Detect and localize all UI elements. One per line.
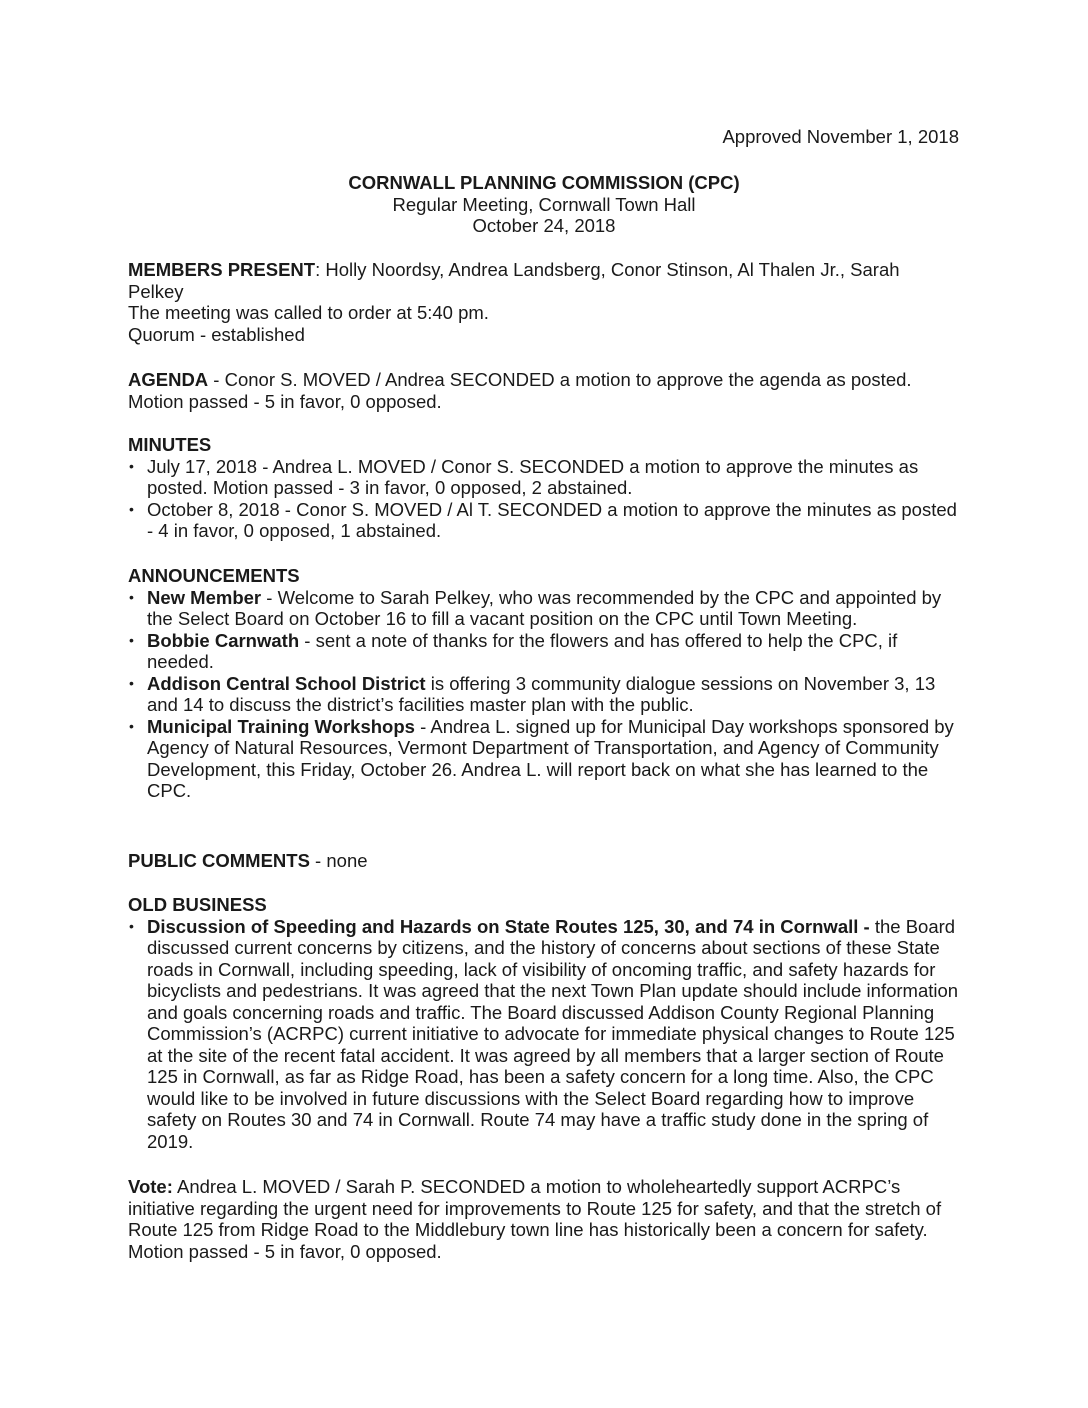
announcement-label: New Member	[147, 586, 262, 608]
old-business-item-label: Discussion of Speeding and Hazards on State Routes 125, 30, and 74 in Cornwall -	[147, 915, 870, 937]
meeting-date: October 24, 2018	[472, 215, 616, 236]
members-names: : Holly Noordsy, Andrea Landsberg, Conor Stinson, Al Thalen Jr., Sarah Pelkey	[128, 259, 900, 302]
meeting-subtitle: Regular Meeting, Cornwall Town Hall	[392, 193, 696, 215]
public-comments-label: PUBLIC COMMENTS	[128, 850, 310, 871]
members-present	[128, 259, 960, 302]
vote-section	[128, 1176, 960, 1262]
public-comments-section	[128, 850, 960, 872]
announcement-text: - Andrea L. signed up for Municipal Day workshops sponsored by Agency of Natural Resources, Vermont Department of Transportation, and Agency of Community Development, this Friday, October 26. Andrea L. will report back on what she has learned to the CPC.	[147, 715, 954, 801]
vote-text: Andrea L. MOVED / Sarah P. SECONDED a motion to wholeheartedly support ACRPC’s initiative regarding the urgent need for improvements to Route 125 for safety, and that the stretch of Route 125 from Ridge Road to the Middlebury town line has historically been a concern for safety. Motion passed - 5 in favor, 0 opposed.	[128, 1176, 942, 1262]
list-item	[128, 630, 960, 673]
agenda-paragraph	[128, 369, 960, 412]
vote-paragraph	[128, 1176, 960, 1262]
announcement-text: - sent a note of thanks for the flowers and has offered to help the CPC, if needed.	[147, 629, 898, 672]
public-comments-text: - none	[309, 850, 368, 871]
agenda-text: - Conor S. MOVED / Andrea SECONDED a motion to approve the agenda as posted. Motion passed - 5 in favor, 0 opposed.	[128, 369, 912, 412]
old-business-list	[128, 916, 960, 1153]
list-item	[128, 716, 960, 802]
document-title: CORNWALL PLANNING COMMISSION (CPC)	[348, 172, 740, 193]
approval-date: Approved November 1, 2018	[722, 126, 959, 147]
public-comments	[128, 850, 960, 872]
quorum: Quorum - established	[128, 323, 305, 345]
announcement-text: - Welcome to Sarah Pelkey, who was recommended by the CPC and appointed by the Select Board on October 16 to fill a vacant position on the CPC until Town Meeting.	[147, 586, 942, 629]
call-to-order: The meeting was called to order at 5:40 pm.	[128, 302, 489, 323]
announcements-section	[128, 565, 960, 802]
minutes-section	[128, 434, 960, 542]
announcement-label: Addison Central School District	[147, 672, 426, 694]
vote-label: Vote:	[128, 1176, 173, 1197]
list-item	[128, 587, 960, 630]
list-item	[128, 673, 960, 716]
announcement-label: Bobbie Carnwath	[147, 629, 300, 651]
members-section	[128, 259, 960, 345]
announcement-label: Municipal Training Workshops	[147, 715, 415, 737]
minutes-heading: MINUTES	[128, 434, 212, 455]
list-item: • October 8, 2018 - Conor S. MOVED / Al T. SECONDED a motion to approve the minutes as posted - 4 in favor, 0 opposed, 1 abstained.	[128, 499, 960, 542]
document-header	[128, 172, 960, 237]
old-business-section	[128, 894, 960, 1152]
old-business-heading: OLD BUSINESS	[128, 894, 267, 915]
announcement-text: is offering 3 community dialogue sessions on November 3, 13 and 14 to discuss the district’s facilities master plan with the public.	[147, 672, 936, 715]
list-item	[128, 916, 960, 1153]
agenda-label: AGENDA	[128, 369, 209, 390]
agenda-section	[128, 369, 960, 412]
old-business-item-text: the Board discussed current concerns by citizens, and the history of concerns about sections of these State roads in Cornwall, including speeding, lack of visibility of oncoming traffic, and safety hazards for bicyclists and pedestrians. It was agreed that the next Town Plan update should include information and goals concerning roads and traffic. The Board discussed Addison County Regional Planning Commission’s (ACRPC) current initiative to advocate for immediate physical changes to Route 125 at the site of the recent fatal accident. It was agreed by all members that a larger section of Route 125 in Cornwall, as far as Ridge Road, has been a safety concern for a long time. Also, the CPC would like to be involved in future discussions with the Select Board regarding how to improve safety on Routes 30 and 74 in Cornwall. Route 74 may have a traffic study done in the spring of 2019.	[147, 915, 959, 1152]
announcements-heading: ANNOUNCEMENTS	[128, 565, 300, 586]
members-label: MEMBERS PRESENT	[128, 259, 316, 280]
list-item: • July 17, 2018 - Andrea L. MOVED / Conor S. SECONDED a motion to approve the minutes as posted. Motion passed - 3 in favor, 0 opposed, 2 abstained.	[128, 456, 960, 499]
announcements-list	[128, 587, 960, 802]
minutes-list	[128, 456, 960, 542]
